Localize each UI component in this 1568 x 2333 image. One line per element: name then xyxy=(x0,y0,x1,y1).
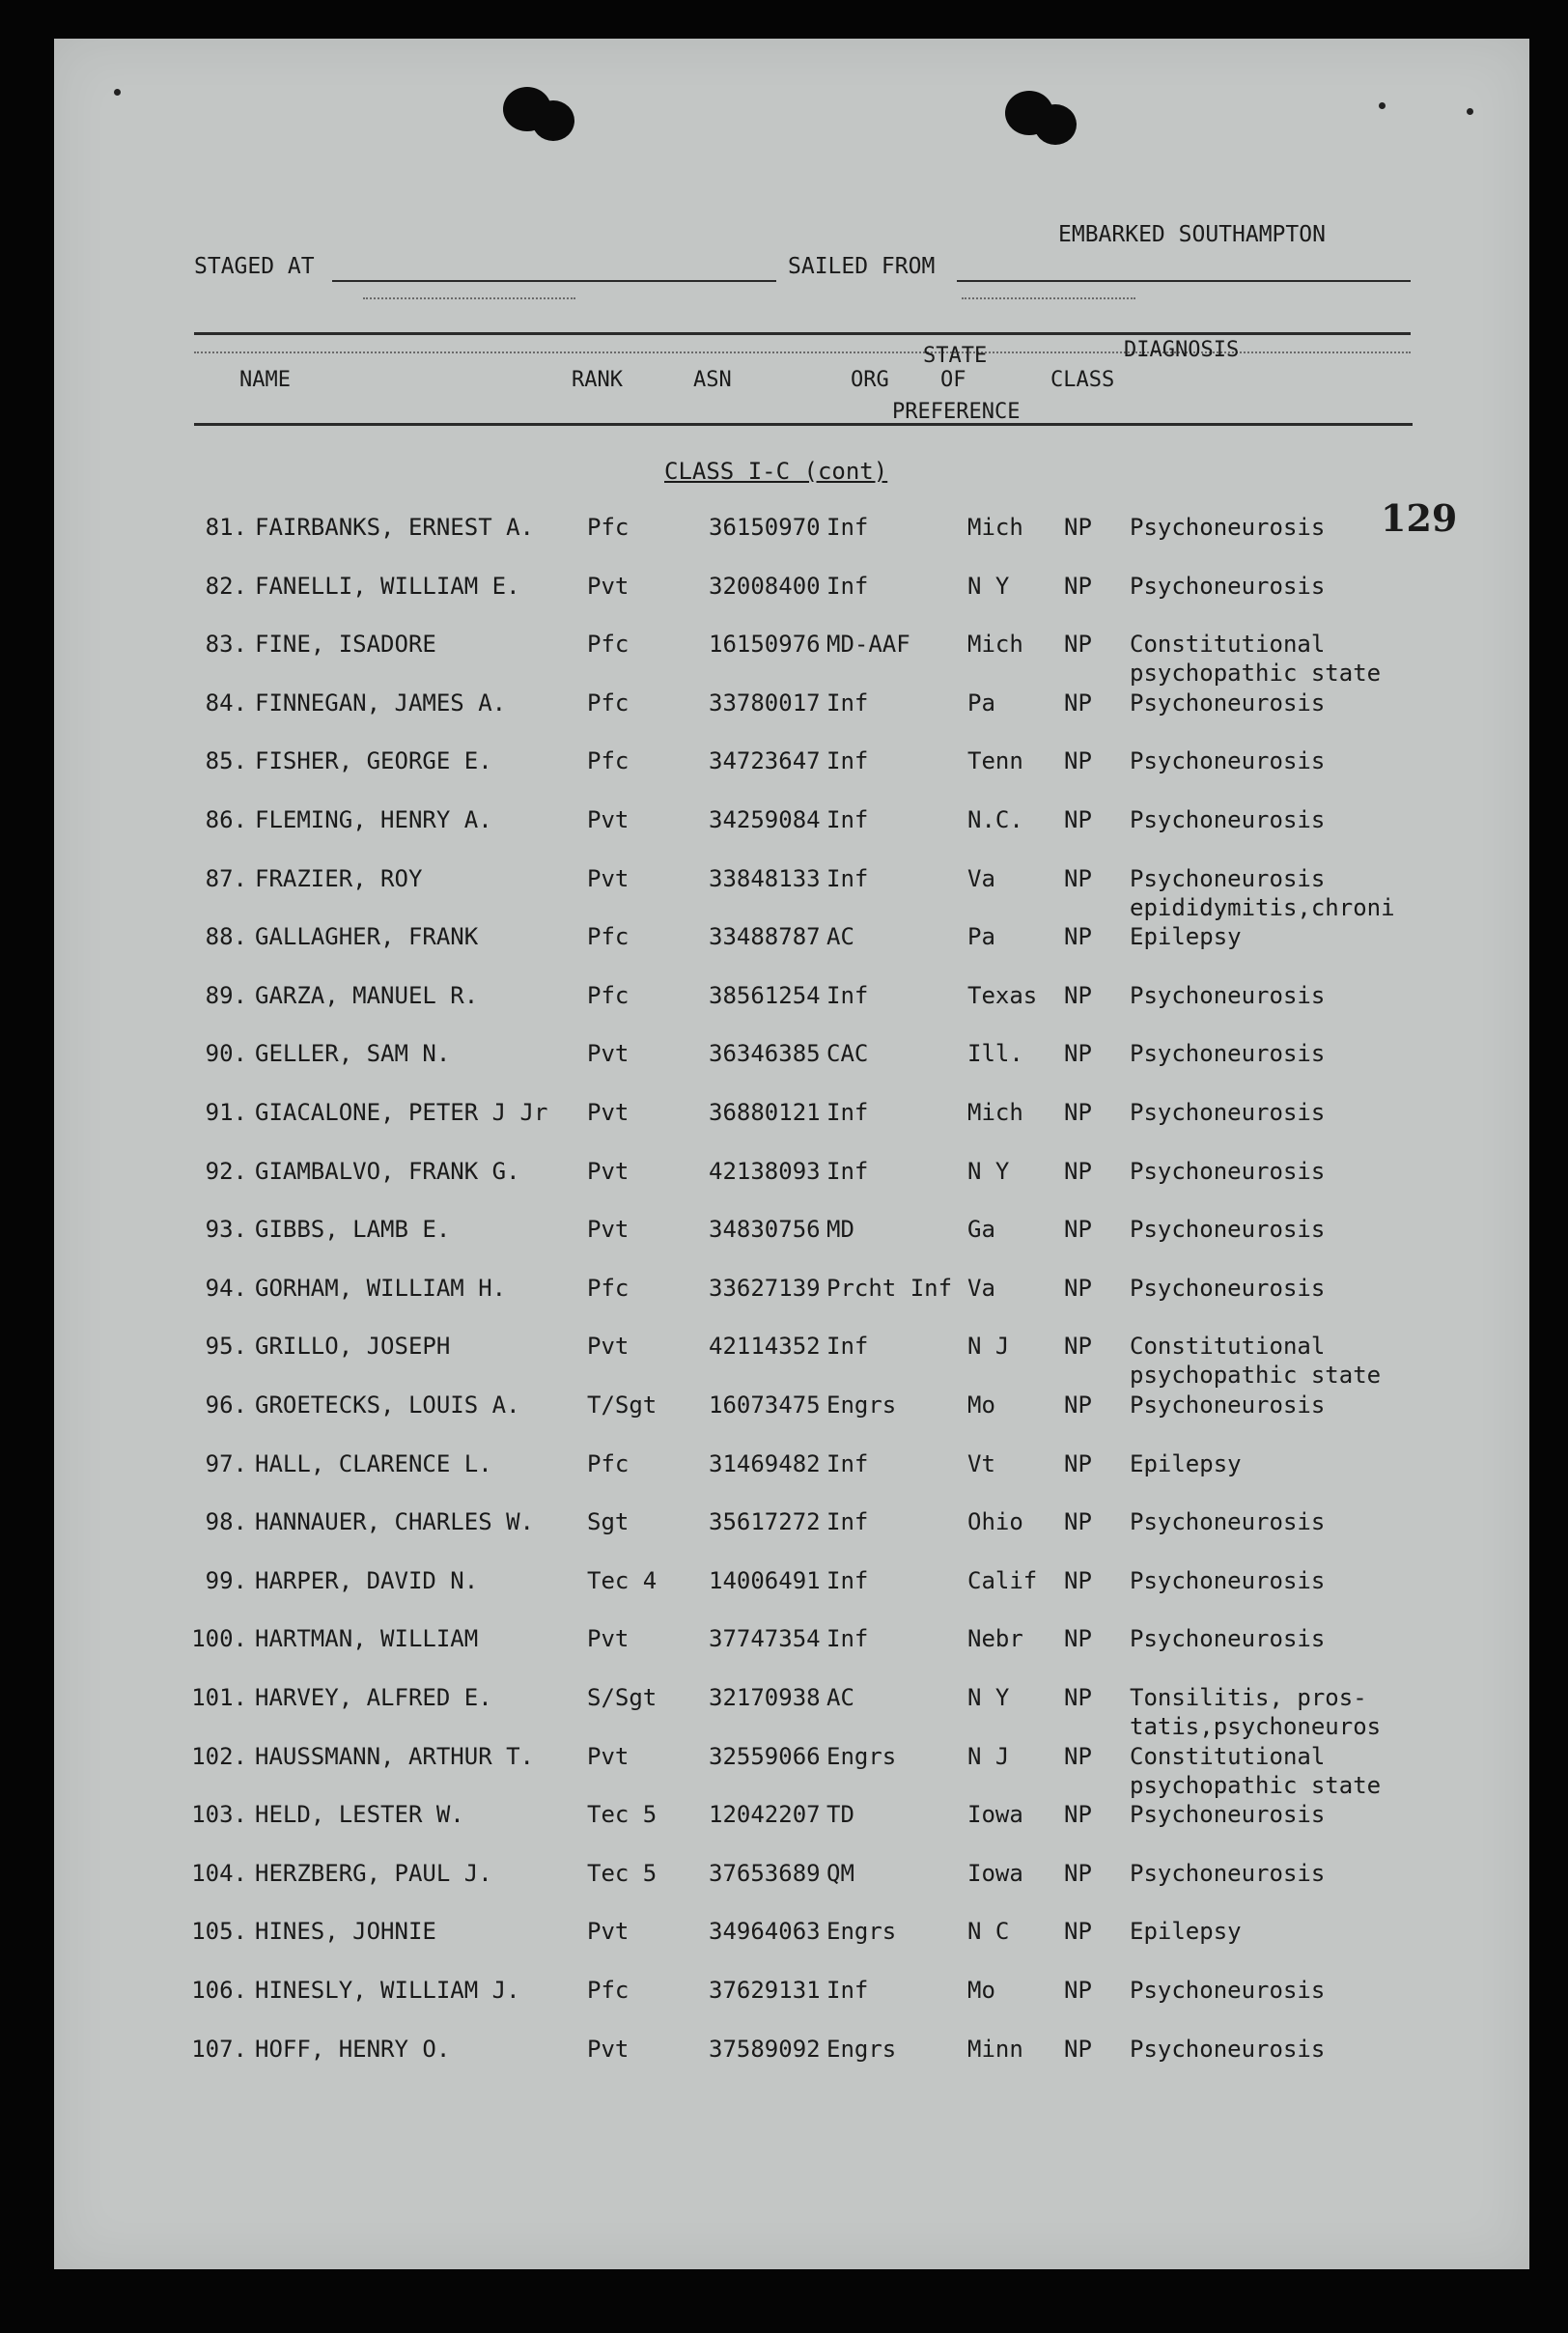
soldier-name: GARZA, MANUEL R. xyxy=(255,981,479,1009)
asn-cell: 42138093 xyxy=(709,1157,821,1185)
class-cell: NP xyxy=(1064,981,1092,1009)
state-cell: Mo xyxy=(967,1391,995,1419)
asn-cell: 32559066 xyxy=(709,1742,821,1770)
diagnosis-cell: Epilepsy xyxy=(1130,1918,1242,1946)
asn-cell: 37589092 xyxy=(709,2035,821,2063)
punch-hole-left-2 xyxy=(532,100,574,141)
rank-cell: Pvt xyxy=(587,1099,630,1126)
soldier-name: HINES, JOHNIE xyxy=(255,1918,436,1946)
state-cell: N J xyxy=(967,1742,1010,1770)
org-cell: Inf xyxy=(826,572,869,600)
diagnosis-cell: Psychoneurosis xyxy=(1130,1859,1326,1887)
soldier-name: HALL, CLARENCE L. xyxy=(255,1449,492,1477)
org-cell: Inf xyxy=(826,864,869,892)
class-cell: NP xyxy=(1064,514,1092,541)
state-cell: N C xyxy=(967,1918,1010,1946)
soldier-name: GELLER, SAM N. xyxy=(255,1040,451,1068)
state-cell: Vt xyxy=(967,1449,995,1477)
state-cell: Tenn xyxy=(967,747,1023,775)
row-number: 85. xyxy=(205,747,247,775)
rank-cell: Tec 5 xyxy=(587,1859,658,1887)
asn-cell: 33488787 xyxy=(709,923,821,951)
row-number: 100. xyxy=(191,1625,247,1653)
diagnosis-cell: Tonsilitis, pros- xyxy=(1130,1684,1367,1711)
rank-cell: Pvt xyxy=(587,1157,630,1185)
speck-dot xyxy=(1467,108,1473,115)
row-number: 94. xyxy=(205,1274,247,1302)
rank-cell: Pfc xyxy=(587,747,630,775)
rank-cell: Pfc xyxy=(587,1977,630,2004)
asn-cell: 36150970 xyxy=(709,514,821,541)
state-cell: Nebr xyxy=(967,1625,1023,1653)
diagnosis-cell: Constitutional xyxy=(1130,631,1326,659)
col-class: CLASS xyxy=(1050,368,1115,392)
row-number: 82. xyxy=(205,572,247,600)
diagnosis-cell: Psychoneurosis xyxy=(1130,1040,1326,1068)
state-cell: Mich xyxy=(967,1099,1023,1126)
state-cell: Iowa xyxy=(967,1801,1023,1829)
section-title: CLASS I-C (cont) xyxy=(664,458,888,485)
state-cell: Minn xyxy=(967,2035,1023,2063)
class-cell: NP xyxy=(1064,1684,1092,1711)
org-cell: TD xyxy=(826,1801,854,1829)
soldier-name: FINNEGAN, JAMES A. xyxy=(255,689,507,717)
diagnosis-cell: Psychoneurosis xyxy=(1130,572,1326,600)
diagnosis-cell: Psychoneurosis xyxy=(1130,514,1326,541)
soldier-name: GROETECKS, LOUIS A. xyxy=(255,1391,520,1419)
class-cell: NP xyxy=(1064,1216,1092,1244)
state-cell: N Y xyxy=(967,572,1010,600)
class-cell: NP xyxy=(1064,1274,1092,1302)
diagnosis-cell: Psychoneurosis xyxy=(1130,806,1326,833)
class-cell: NP xyxy=(1064,923,1092,951)
org-cell: Inf xyxy=(826,1977,869,2004)
dotted-guide xyxy=(962,297,1135,299)
soldier-name: FINE, ISADORE xyxy=(255,631,436,659)
class-cell: NP xyxy=(1064,864,1092,892)
org-cell: Inf xyxy=(826,981,869,1009)
diagnosis-cell-continued: tatis,psychoneuros xyxy=(1130,1713,1382,1740)
diagnosis-cell: Constitutional xyxy=(1130,1333,1326,1361)
org-cell: Inf xyxy=(826,689,869,717)
asn-cell: 12042207 xyxy=(709,1801,821,1829)
diagnosis-cell: Psychoneurosis xyxy=(1130,864,1326,892)
org-cell: QM xyxy=(826,1859,854,1887)
class-cell: NP xyxy=(1064,1040,1092,1068)
rank-cell: Pfc xyxy=(587,689,630,717)
row-number: 96. xyxy=(205,1391,247,1419)
soldier-name: FAIRBANKS, ERNEST A. xyxy=(255,514,534,541)
asn-cell: 35617272 xyxy=(709,1508,821,1536)
rank-cell: Pvt xyxy=(587,1333,630,1361)
class-cell: NP xyxy=(1064,1333,1092,1361)
org-cell: Inf xyxy=(826,1333,869,1361)
document-sheet xyxy=(54,39,1529,2269)
class-cell: NP xyxy=(1064,1157,1092,1185)
row-number: 98. xyxy=(205,1508,247,1536)
row-number: 84. xyxy=(205,689,247,717)
org-cell: Inf xyxy=(826,514,869,541)
rank-cell: Tec 4 xyxy=(587,1566,658,1594)
soldier-name: HANNAUER, CHARLES W. xyxy=(255,1508,534,1536)
class-cell: NP xyxy=(1064,689,1092,717)
class-cell: NP xyxy=(1064,1449,1092,1477)
soldier-name: FRAZIER, ROY xyxy=(255,864,423,892)
rank-cell: S/Sgt xyxy=(587,1684,658,1711)
diagnosis-cell-continued: psychopathic state xyxy=(1130,1362,1382,1390)
state-cell: N J xyxy=(967,1333,1010,1361)
asn-cell: 33848133 xyxy=(709,864,821,892)
row-number: 104. xyxy=(191,1859,247,1887)
diagnosis-cell: Constitutional xyxy=(1130,1742,1326,1770)
rank-cell: Pfc xyxy=(587,1449,630,1477)
state-cell: Mich xyxy=(967,514,1023,541)
soldier-name: HAUSSMANN, ARTHUR T. xyxy=(255,1742,534,1770)
class-cell: NP xyxy=(1064,572,1092,600)
state-cell: Pa xyxy=(967,689,995,717)
org-cell: Engrs xyxy=(826,1918,897,1946)
state-cell: Pa xyxy=(967,923,995,951)
col-preference: PREFERENCE xyxy=(892,400,1021,424)
class-cell: NP xyxy=(1064,1918,1092,1946)
state-cell: Iowa xyxy=(967,1859,1023,1887)
row-number: 103. xyxy=(191,1801,247,1829)
state-cell: Ga xyxy=(967,1216,995,1244)
asn-cell: 36346385 xyxy=(709,1040,821,1068)
org-cell: Inf xyxy=(826,1625,869,1653)
diagnosis-cell: Psychoneurosis xyxy=(1130,1274,1326,1302)
row-number: 101. xyxy=(191,1684,247,1711)
org-cell: Prcht Inf xyxy=(826,1274,953,1302)
diagnosis-cell: Epilepsy xyxy=(1130,1449,1242,1477)
state-cell: N Y xyxy=(967,1684,1010,1711)
asn-cell: 34964063 xyxy=(709,1918,821,1946)
rank-cell: Pvt xyxy=(587,1625,630,1653)
soldier-name: GIBBS, LAMB E. xyxy=(255,1216,451,1244)
speck-dot xyxy=(114,89,121,96)
class-cell: NP xyxy=(1064,631,1092,659)
row-number: 95. xyxy=(205,1333,247,1361)
org-cell: Engrs xyxy=(826,1742,897,1770)
asn-cell: 33780017 xyxy=(709,689,821,717)
state-cell: Texas xyxy=(967,981,1038,1009)
asn-cell: 32008400 xyxy=(709,572,821,600)
class-cell: NP xyxy=(1064,1391,1092,1419)
rank-cell: Sgt xyxy=(587,1508,630,1536)
org-cell: Inf xyxy=(826,747,869,775)
class-cell: NP xyxy=(1064,1977,1092,2004)
state-cell: Mo xyxy=(967,1977,995,2004)
asn-cell: 33627139 xyxy=(709,1274,821,1302)
rank-cell: Tec 5 xyxy=(587,1801,658,1829)
org-cell: Inf xyxy=(826,1449,869,1477)
diagnosis-cell: Psychoneurosis xyxy=(1130,747,1326,775)
class-cell: NP xyxy=(1064,747,1092,775)
soldier-name: HINESLY, WILLIAM J. xyxy=(255,1977,520,2004)
asn-cell: 14006491 xyxy=(709,1566,821,1594)
row-number: 92. xyxy=(205,1157,247,1185)
soldier-name: FISHER, GEORGE E. xyxy=(255,747,492,775)
asn-cell: 37747354 xyxy=(709,1625,821,1653)
diagnosis-cell: Psychoneurosis xyxy=(1130,981,1326,1009)
col-diagnosis: DIAGNOSIS xyxy=(1124,338,1240,362)
state-cell: Ohio xyxy=(967,1508,1023,1536)
diagnosis-cell: Psychoneurosis xyxy=(1130,1099,1326,1126)
state-cell: Ill. xyxy=(967,1040,1023,1068)
class-cell: NP xyxy=(1064,1099,1092,1126)
state-cell: N Y xyxy=(967,1157,1010,1185)
asn-cell: 31469482 xyxy=(709,1449,821,1477)
col-state: STATE xyxy=(923,344,988,368)
rank-cell: T/Sgt xyxy=(587,1391,658,1419)
sailed-from-label: SAILED FROM xyxy=(788,254,936,279)
class-cell: NP xyxy=(1064,1801,1092,1829)
org-cell: MD-AAF xyxy=(826,631,910,659)
col-asn: ASN xyxy=(693,368,732,392)
org-cell: Inf xyxy=(826,1157,869,1185)
class-cell: NP xyxy=(1064,1508,1092,1536)
col-name: NAME xyxy=(239,368,291,392)
row-number: 107. xyxy=(191,2035,247,2063)
rank-cell: Pfc xyxy=(587,923,630,951)
row-number: 81. xyxy=(205,514,247,541)
class-cell: NP xyxy=(1064,1625,1092,1653)
rank-cell: Pvt xyxy=(587,864,630,892)
diagnosis-cell: Psychoneurosis xyxy=(1130,2035,1326,2063)
soldier-name: GALLAGHER, FRANK xyxy=(255,923,479,951)
row-number: 88. xyxy=(205,923,247,951)
rank-cell: Pvt xyxy=(587,1216,630,1244)
soldier-name: HARVEY, ALFRED E. xyxy=(255,1684,492,1711)
row-number: 105. xyxy=(191,1918,247,1946)
state-cell: Mich xyxy=(967,631,1023,659)
diagnosis-cell: Epilepsy xyxy=(1130,923,1242,951)
rank-cell: Pfc xyxy=(587,514,630,541)
org-cell: Inf xyxy=(826,1566,869,1594)
col-org: ORG xyxy=(851,368,889,392)
class-cell: NP xyxy=(1064,2035,1092,2063)
soldier-name: HOFF, HENRY O. xyxy=(255,2035,451,2063)
asn-cell: 34830756 xyxy=(709,1216,821,1244)
state-cell: Va xyxy=(967,1274,995,1302)
org-cell: Inf xyxy=(826,1099,869,1126)
soldier-name: FANELLI, WILLIAM E. xyxy=(255,572,520,600)
col-rank: RANK xyxy=(572,368,623,392)
org-cell: Engrs xyxy=(826,2035,897,2063)
rank-cell: Pfc xyxy=(587,1274,630,1302)
org-cell: CAC xyxy=(826,1040,869,1068)
soldier-name: GIAMBALVO, FRANK G. xyxy=(255,1157,520,1185)
rank-cell: Pvt xyxy=(587,2035,630,2063)
asn-cell: 32170938 xyxy=(709,1684,821,1711)
asn-cell: 16073475 xyxy=(709,1391,821,1419)
row-number: 97. xyxy=(205,1449,247,1477)
org-cell: MD xyxy=(826,1216,854,1244)
diagnosis-cell: Psychoneurosis xyxy=(1130,1801,1326,1829)
soldier-name: HARPER, DAVID N. xyxy=(255,1566,479,1594)
soldier-name: GRILLO, JOSEPH xyxy=(255,1333,451,1361)
staged-at-line xyxy=(332,280,776,282)
row-number: 91. xyxy=(205,1099,247,1126)
asn-cell: 37653689 xyxy=(709,1859,821,1887)
asn-cell: 38561254 xyxy=(709,981,821,1009)
header-rule-bottom xyxy=(194,423,1413,426)
asn-cell: 34723647 xyxy=(709,747,821,775)
diagnosis-cell: Psychoneurosis xyxy=(1130,1391,1326,1419)
org-cell: Inf xyxy=(826,1508,869,1536)
rank-cell: Pvt xyxy=(587,1918,630,1946)
state-cell: Va xyxy=(967,864,995,892)
row-number: 106. xyxy=(191,1977,247,2004)
rank-cell: Pfc xyxy=(587,981,630,1009)
asn-cell: 37629131 xyxy=(709,1977,821,2004)
rank-cell: Pfc xyxy=(587,631,630,659)
page-number: 129 xyxy=(1381,496,1458,540)
diagnosis-cell: Psychoneurosis xyxy=(1130,1508,1326,1536)
row-number: 83. xyxy=(205,631,247,659)
diagnosis-cell-continued: psychopathic state xyxy=(1130,1771,1382,1799)
diagnosis-cell-continued: psychopathic state xyxy=(1130,660,1382,688)
class-cell: NP xyxy=(1064,1566,1092,1594)
row-number: 99. xyxy=(205,1566,247,1594)
state-cell: Calif xyxy=(967,1566,1038,1594)
soldier-name: HERZBERG, PAUL J. xyxy=(255,1859,492,1887)
asn-cell: 42114352 xyxy=(709,1333,821,1361)
org-cell: Engrs xyxy=(826,1391,897,1419)
asn-cell: 34259084 xyxy=(709,806,821,833)
org-cell: AC xyxy=(826,1684,854,1711)
embarked-text: EMBARKED SOUTHAMPTON xyxy=(1058,222,1326,247)
row-number: 90. xyxy=(205,1040,247,1068)
asn-cell: 16150976 xyxy=(709,631,821,659)
class-cell: NP xyxy=(1064,1742,1092,1770)
org-cell: AC xyxy=(826,923,854,951)
org-cell: Inf xyxy=(826,806,869,833)
staged-at-label: STAGED AT xyxy=(194,254,315,279)
speck-dot xyxy=(1379,102,1386,109)
row-number: 87. xyxy=(205,864,247,892)
rank-cell: Pvt xyxy=(587,1742,630,1770)
col-of: OF xyxy=(940,368,966,392)
row-number: 93. xyxy=(205,1216,247,1244)
diagnosis-cell: Psychoneurosis xyxy=(1130,689,1326,717)
soldier-name: FLEMING, HENRY A. xyxy=(255,806,492,833)
header-rule-top xyxy=(194,332,1411,335)
diagnosis-cell: Psychoneurosis xyxy=(1130,1157,1326,1185)
asn-cell: 36880121 xyxy=(709,1099,821,1126)
rank-cell: Pvt xyxy=(587,1040,630,1068)
diagnosis-cell: Psychoneurosis xyxy=(1130,1566,1326,1594)
class-cell: NP xyxy=(1064,1859,1092,1887)
row-number: 89. xyxy=(205,981,247,1009)
diagnosis-cell: Psychoneurosis xyxy=(1130,1625,1326,1653)
soldier-name: GORHAM, WILLIAM H. xyxy=(255,1274,507,1302)
diagnosis-cell: Psychoneurosis xyxy=(1130,1216,1326,1244)
row-number: 86. xyxy=(205,806,247,833)
diagnosis-cell: Psychoneurosis xyxy=(1130,1977,1326,2004)
soldier-name: GIACALONE, PETER J Jr xyxy=(255,1099,548,1126)
class-cell: NP xyxy=(1064,806,1092,833)
sailed-from-line xyxy=(957,280,1411,282)
soldier-name: HELD, LESTER W. xyxy=(255,1801,464,1829)
state-cell: N.C. xyxy=(967,806,1023,833)
row-number: 102. xyxy=(191,1742,247,1770)
rank-cell: Pvt xyxy=(587,572,630,600)
rank-cell: Pvt xyxy=(587,806,630,833)
punch-hole-right-2 xyxy=(1034,104,1077,145)
diagnosis-cell-continued: epididymitis,chroni xyxy=(1130,893,1395,921)
soldier-name: HARTMAN, WILLIAM xyxy=(255,1625,479,1653)
dotted-guide xyxy=(363,297,575,299)
